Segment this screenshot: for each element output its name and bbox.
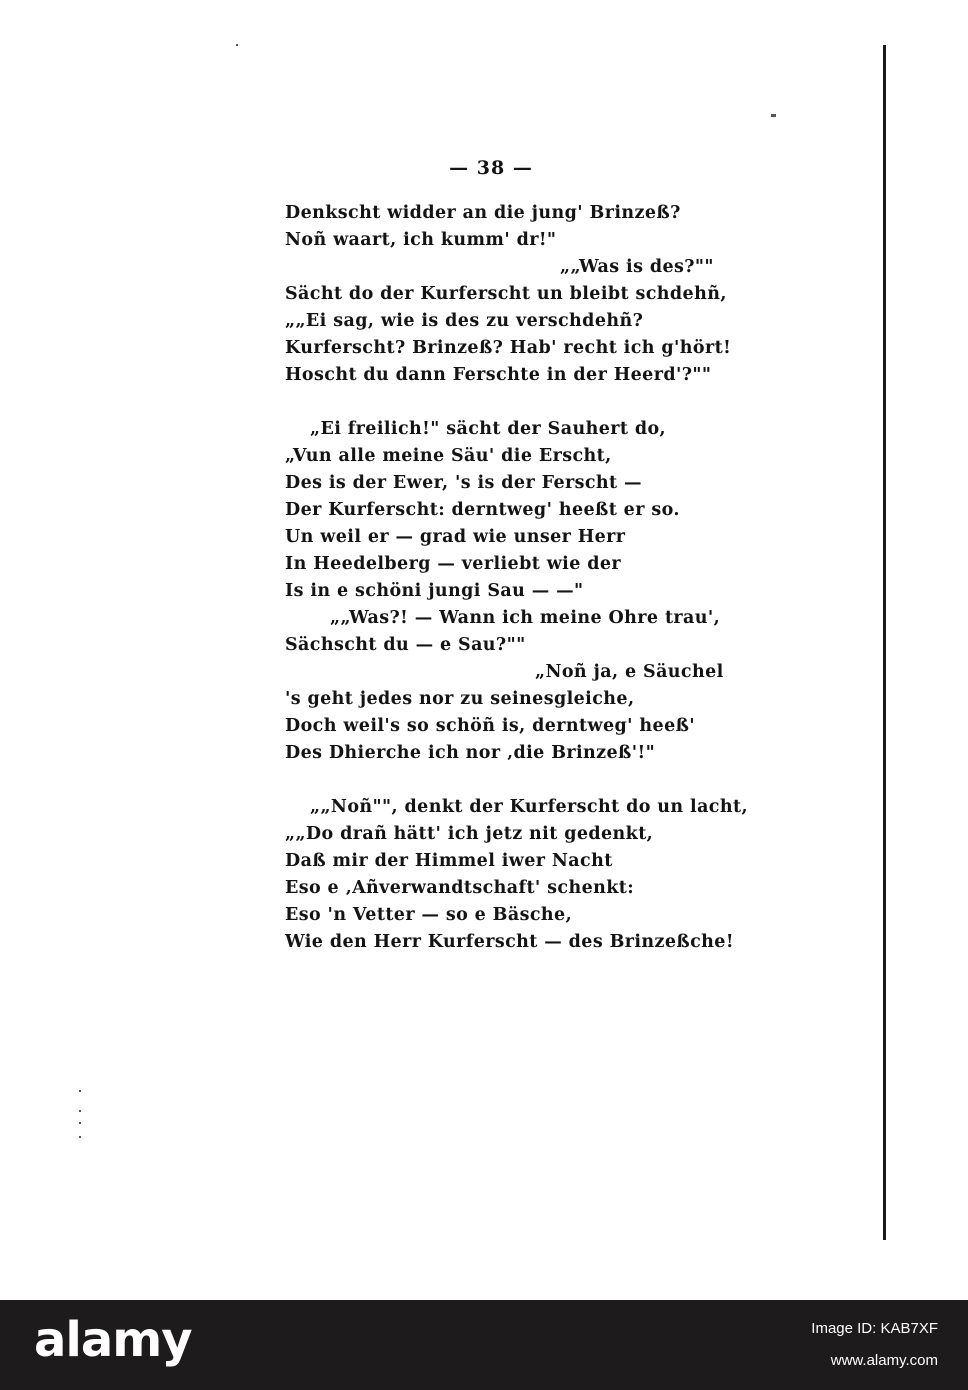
poem-line: Eso e ‚Añverwandtschaft' schenkt: [285, 878, 635, 898]
poem-line: Kurferscht? Brinzeß? Hab' recht ich g'hört! [285, 338, 732, 358]
poem-line: „Noñ ja, e Säuchel [535, 662, 724, 682]
poem-line: „„Ei sag, wie is des zu verschdehñ? [285, 311, 644, 331]
scan-speck [79, 1122, 81, 1124]
poem-line: Is in e schöni jungi Sau — —" [285, 581, 584, 601]
poem-line: „Vun alle meine Säu' die Erscht, [285, 446, 612, 466]
scan-speck [236, 44, 238, 46]
poem-line: Eso 'n Vetter — so e Bäsche, [285, 905, 573, 925]
poem-line: Des Dhierche ich nor ‚die Brinzeß'!" [285, 743, 656, 763]
stanza-break [285, 389, 785, 416]
poem-line: „„Was?! — Wann ich meine Ohre trau', [330, 608, 721, 628]
poem-text [285, 200, 785, 956]
poem-line: 's geht jedes nor zu seinesgleiche, [285, 689, 635, 709]
poem-line: Der Kurferscht: derntweg' heeßt er so. [285, 500, 680, 520]
poem-line: „„Was is des?"" [560, 257, 714, 277]
poem-line: Des is der Ewer, 's is der Ferscht — [285, 473, 642, 493]
poem-line: In Heedelberg — verliebt wie der [285, 554, 622, 574]
stanza-break [285, 767, 785, 794]
scan-speck [79, 1110, 81, 1112]
poem-line: Wie den Herr Kurferscht — des Brinzeßche! [285, 932, 734, 952]
poem-line: „Ei freilich!" sächt der Sauhert do, [310, 419, 667, 439]
poem-line: Noñ waart, ich kumm' dr!" [285, 230, 557, 250]
poem-line: Un weil er — grad wie unser Herr [285, 527, 626, 547]
scan-speck [79, 1090, 81, 1092]
poem-line: Denkscht widder an die jung' Brinzeß? [285, 203, 681, 223]
poem-line: Sächscht du — e Sau?"" [285, 635, 526, 655]
watermark-banner [0, 1300, 968, 1390]
scan-speck [771, 114, 776, 117]
poem-line: „„Noñ"", denkt der Kurferscht do un lacht, [310, 797, 748, 817]
poem-line: Sächt do der Kurferscht un bleibt schdehñ, [285, 284, 727, 304]
scan-speck [79, 1136, 81, 1138]
page-edge-rule [883, 45, 886, 1240]
poem-line: „„Do drañ hätt' ich jetz nit gedenkt, [285, 824, 654, 844]
page-number: — 38 — [449, 157, 533, 179]
poem-line: Hoscht du dann Ferschte in der Heerd'?"" [285, 365, 712, 385]
watermark-logo: alamy [34, 1312, 192, 1368]
poem-line: Daß mir der Himmel iwer Nacht [285, 851, 613, 871]
poem-line: Doch weil's so schöñ is, derntweg' heeß' [285, 716, 696, 736]
image-id-text: Image ID: KAB7XF [811, 1320, 938, 1337]
site-url-text: www.alamy.com [830, 1352, 938, 1369]
